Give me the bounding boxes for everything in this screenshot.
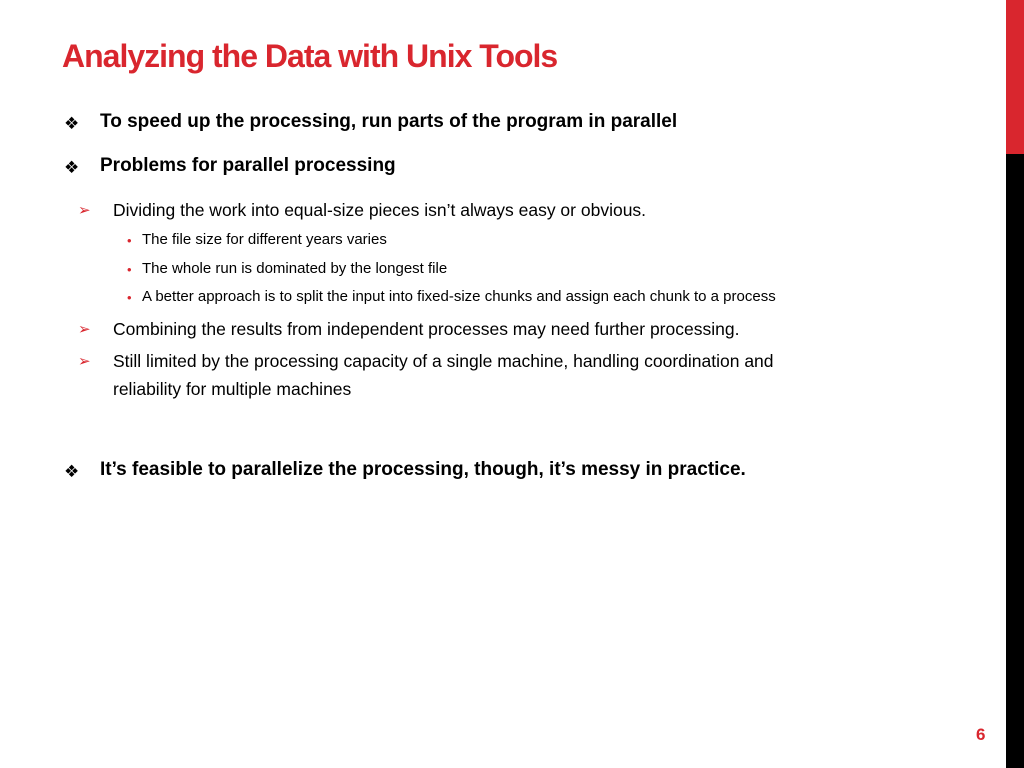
diamond-bullet-icon: ❖: [64, 462, 80, 481]
diamond-bullet-icon: ❖: [64, 114, 80, 133]
side-dark-stripe: [1006, 154, 1024, 768]
dot-bullet-icon: •: [127, 290, 132, 305]
sub-sub-bullet-longest-file: The whole run is dominated by the longest file: [142, 260, 448, 277]
side-accent-stripe: [1006, 0, 1024, 154]
dot-bullet-icon: •: [127, 233, 132, 248]
sub-bullet-limited-continued: reliability for multiple machines: [113, 379, 352, 399]
bullet-speed-up: To speed up the processing, run parts of the program in parallel: [100, 111, 678, 132]
diamond-bullet-icon: ❖: [64, 158, 80, 177]
arrow-bullet-icon: ➢: [78, 353, 91, 370]
sub-sub-bullet-file-size: The file size for different years varies: [142, 231, 387, 248]
sub-sub-bullet-better-approach: A better approach is to split the input into fixed-size chunks and assign each chunk to a process: [142, 288, 776, 305]
slide-title: Analyzing the Data with Unix Tools: [62, 38, 558, 74]
arrow-bullet-icon: ➢: [78, 321, 91, 338]
sub-bullet-limited: Still limited by the processing capacity of a single machine, handling coordination and: [113, 351, 774, 371]
bullet-problems: Problems for parallel processing: [100, 155, 396, 176]
page-number: 6: [976, 725, 986, 744]
bullet-feasible: It’s feasible to parallelize the processing, though, it’s messy in practice.: [100, 459, 746, 480]
sub-bullet-dividing: Dividing the work into equal-size pieces isn’t always easy or obvious.: [113, 200, 647, 220]
dot-bullet-icon: •: [127, 262, 132, 277]
arrow-bullet-icon: ➢: [78, 202, 91, 219]
sub-bullet-combining: Combining the results from independent processes may need further processing.: [113, 319, 740, 339]
